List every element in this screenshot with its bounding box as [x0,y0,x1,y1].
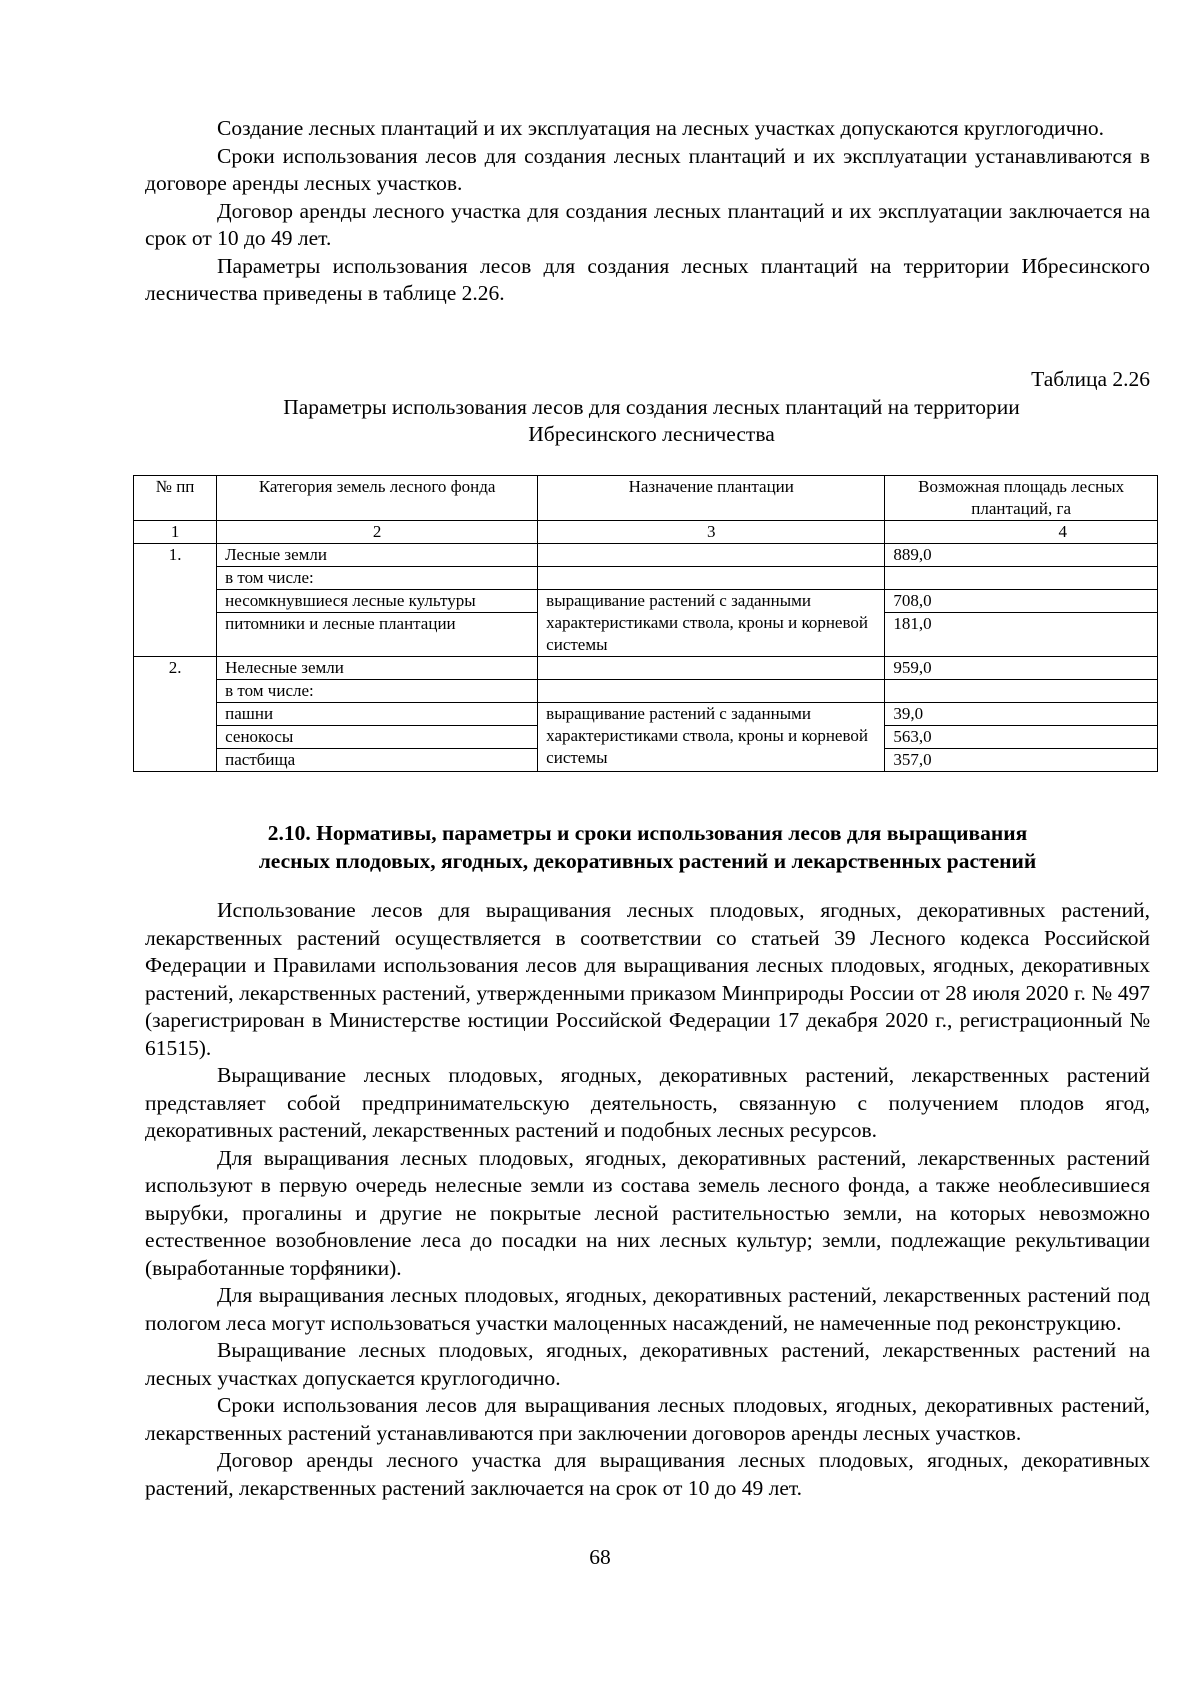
area-cell: 889,0 [885,544,1158,567]
category-cell: в том числе: [217,680,538,703]
category-cell: питомники и лесные плантации [217,613,538,657]
area-cell: 959,0 [885,657,1158,680]
purpose-cell [538,680,885,703]
body-paragraph: Для выращивания лесных плодовых, ягодных, декоративных растений, лекарственных растений используют в первую очередь нелесные земли из состава земель лесного фонда, а также необлесившиеся вырубки, прогалины и другие не покрытые лесной растительностью земли, на которых невозможно естественное возобновление леса до посадки на них лесных культур; земли, подлежащие рекультивации (выработанные торфяники). [145,1145,1150,1280]
category-cell: Нелесные земли [217,657,538,680]
page-number: 68 [589,1545,611,1569]
section-heading-line1: 2.10. Нормативы, параметры и сроки использования лесов для выращивания [267,821,1028,845]
area-cell: 181,0 [885,613,1158,657]
area-cell: 708,0 [885,590,1158,613]
table-header-row [134,476,1158,521]
header-cell: № пп [134,476,217,521]
table-row [134,703,1158,726]
column-number-cell: 3 [538,521,885,544]
body-paragraph: Договор аренды лесного участка для выращивания лесных плодовых, ягодных, декоративных растений, лекарственных растений заключается на срок от 10 до 49 лет. [145,1448,1150,1500]
area-cell: 357,0 [885,749,1158,772]
table-title [229,394,1067,449]
category-cell: сенокосы [217,726,538,749]
section-heading-line2: лесных плодовых, ягодных, декоративных растений и лекарственных растений [258,849,1037,873]
header-cell: Возможная площадь лесных плантаций, га [885,476,1158,521]
column-number-row [134,521,1158,544]
purpose-cell [538,544,885,567]
table-row [134,567,1158,590]
intro-paragraph: Договор аренды лесного участка для создания лесных плантаций и их эксплуатации заключается на срок от 10 до 49 лет. [145,198,1150,250]
row-number-cell: 1. [134,544,217,657]
body-paragraph: Использование лесов для выращивания лесных плодовых, ягодных, декоративных растений, лекарственных растений осуществляется в соответствии со статьей 39 Лесного кодекса Российской Федерации и Правилами использования лесов для выращивания лесных плодовых, ягодных, декоративных растений, лекарственных растений, утвержденными приказом Минприроды России от 28 июля 2020 г. № 497 (зарегистрирован в Министерстве юстиции Российской Федерации 17 декабря 2020 г., регистрационный № 61515). [145,898,1150,1060]
table-row [134,590,1158,613]
column-number-cell: 2 [217,521,538,544]
table-caption [145,366,1150,449]
body-paragraph: Выращивание лесных плодовых, ягодных, декоративных растений, лекарственных растений на лесных участках допускается круглогодично. [145,1338,1150,1390]
purpose-cell [538,567,885,590]
purpose-cell: выращивание растений с заданными характеристиками ствола, кроны и корневой системы [538,590,885,657]
area-cell [885,567,1158,590]
intro-paragraph: Параметры использования лесов для создания лесных плантаций на территории Ибресинского лесничества приведены в таблице 2.26. [145,253,1150,305]
table-row [134,657,1158,680]
table-title-line1: Параметры использования лесов для создания лесных плантаций на территории [283,394,1020,419]
body-paragraph: Выращивание лесных плодовых, ягодных, декоративных растений, лекарственных растений представляет собой предпринимательскую деятельность, связанную с получением плодов ягод, декоративных растений, лекарственных растений и подобных лесных ресурсов. [145,1063,1150,1142]
body-paragraph: Сроки использования лесов для выращивания лесных плодовых, ягодных, декоративных растений, лекарственных растений устанавливаются при заключении договоров аренды лесных участков. [145,1393,1150,1445]
area-cell: 563,0 [885,726,1158,749]
intro-paragraph: Сроки использования лесов для создания лесных плантаций и их эксплуатации устанавливаются в договоре аренды лесных участков. [145,143,1150,195]
intro-text [145,115,1150,308]
category-cell: несомкнувшиеся лесные культуры [217,590,538,613]
purpose-cell [538,657,885,680]
intro-paragraph: Создание лесных плантаций и их эксплуатация на лесных участках допускаются круглогодично. [217,116,1105,140]
row-number-cell: 2. [134,657,217,772]
category-cell: пашни [217,703,538,726]
body-text [145,897,1150,1502]
area-cell [885,680,1158,703]
category-cell: пастбища [217,749,538,772]
table-row [134,680,1158,703]
body-paragraph: Для выращивания лесных плодовых, ягодных, декоративных растений, лекарственных растений под пологом леса могут использоваться участки малоценных насаждений, не намеченные под реконструкцию. [145,1283,1150,1335]
purpose-cell: выращивание растений с заданными характеристиками ствола, кроны и корневой системы [538,703,885,772]
parameters-table [133,475,1158,772]
section-heading [145,819,1150,875]
table-row [134,544,1158,567]
header-cell: Назначение плантации [538,476,885,521]
column-number-cell: 1 [134,521,217,544]
header-cell: Категория земель лесного фонда [217,476,538,521]
column-number-cell: 4 [885,521,1158,544]
category-cell: Лесные земли [217,544,538,567]
area-cell: 39,0 [885,703,1158,726]
table-number: Таблица 2.26 [1031,367,1150,391]
table-title-line2: Ибресинского лесничества [528,422,775,446]
category-cell: в том числе: [217,567,538,590]
